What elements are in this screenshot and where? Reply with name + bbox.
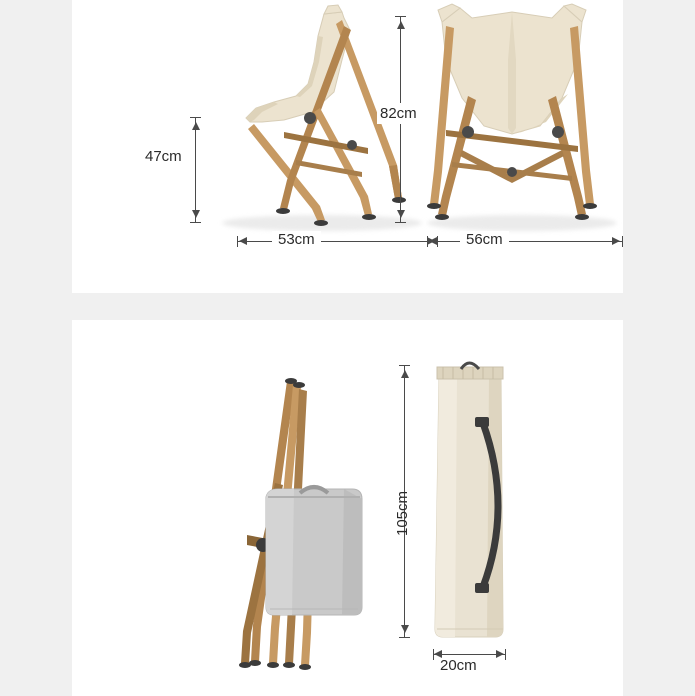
- right-gutter: [623, 0, 695, 696]
- dim-20-arrow-right: [496, 650, 504, 658]
- dim-label-47: 47cm: [145, 148, 182, 165]
- dim-56-cap-right: [622, 236, 623, 247]
- grey-storage-pouch: [260, 483, 370, 623]
- dim-56-line: [427, 241, 622, 242]
- dim-label-82: 82cm: [377, 103, 420, 124]
- dim-53-line: [237, 241, 437, 242]
- panel-divider: [0, 293, 695, 320]
- dim-105-cap-bottom: [399, 637, 410, 638]
- dim-56-cap-left: [427, 236, 428, 247]
- dim-20-line: [433, 654, 505, 655]
- dim-47-arrow-down: [192, 210, 200, 218]
- dim-56-arrow-left: [429, 237, 437, 245]
- dim-105-arrow-down: [401, 625, 409, 633]
- dim-20-cap-right: [505, 649, 506, 660]
- dim-82-cap-bottom: [395, 222, 406, 223]
- dim-105-arrow-up: [401, 370, 409, 378]
- dim-47-line: [195, 117, 196, 222]
- panel-assembled-chair: [72, 0, 623, 293]
- dim-47-arrow-up: [192, 122, 200, 130]
- dim-label-56: 56cm: [460, 231, 509, 248]
- chair-front-view: [412, 0, 632, 235]
- dim-label-20: 20cm: [440, 657, 477, 674]
- dim-82-arrow-down: [397, 210, 405, 218]
- dim-56-arrow-right: [612, 237, 620, 245]
- panel-folded-chair: [72, 320, 623, 696]
- left-gutter: [0, 0, 72, 696]
- dim-label-105: 105cm: [394, 490, 411, 536]
- dim-53-cap-left: [237, 236, 238, 247]
- dim-82-arrow-up: [397, 21, 405, 29]
- dim-label-53: 53cm: [272, 231, 321, 248]
- dim-53-arrow-left: [239, 237, 247, 245]
- dim-47-cap-top: [190, 117, 201, 118]
- dim-47-cap-bottom: [190, 222, 201, 223]
- carry-bag: [417, 357, 527, 647]
- dim-105-cap-top: [399, 365, 410, 366]
- dim-82-cap-top: [395, 16, 406, 17]
